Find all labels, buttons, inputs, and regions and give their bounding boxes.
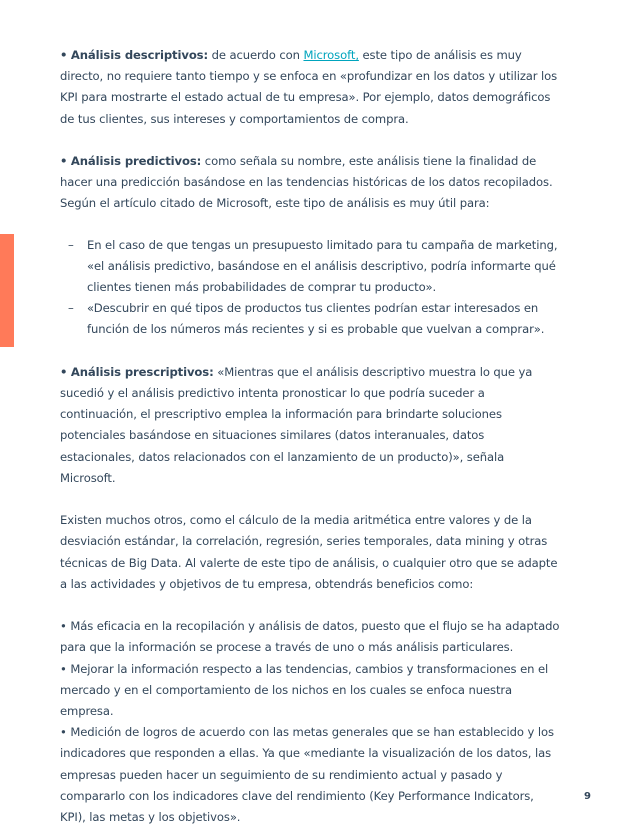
list-item (68, 298, 562, 340)
microsoft-link[interactable]: Microsoft, (303, 48, 359, 62)
paragraph-text: «Mientras que el análisis descriptivo muestra lo que ya sucedió y el análisis predictivo intenta pronosticar lo que podría suceder a continuación, el prescriptivo emplea la información para brindarte soluciones potenciales basándose en situaciones similares (datos interanuales, datos estacionales, datos relacionados con el lanzamiento de un producto)», señala Microsoft. (60, 364, 533, 485)
list-item-text: En el caso de que tengas un presupuesto limitado para tu campaña de marketing, «el análisis predictivo, basándose en el análisis descriptivo, podría informarte qué clientes tienen más probabilidades de comprar tu producto». (87, 237, 558, 295)
document-body (60, 45, 562, 828)
benefit-item: • Más eficacia en la recopilación y análisis de datos, puesto que el flujo se ha adaptado para que la información se procese a través de uno o más análisis particulares. (60, 619, 560, 655)
section-title-descriptive: Análisis descriptivos: (70, 48, 209, 62)
paragraph-text: de acuerdo con (208, 48, 304, 62)
paragraph-text: este tipo de análisis es muy directo, no requiere tanto tiempo y se enfoca en «profundizar en los datos y utilizar los KPI para mostrarte el estado actual de tu empresa». Por ejemplo, datos demográficos de tus clientes, sus intereses y comportamientos de compra. (60, 48, 558, 126)
dash-marker: – (68, 301, 74, 316)
bullet: • (60, 154, 68, 168)
predictive-list (60, 235, 562, 341)
section-title-prescriptive: Análisis prescriptivos: (70, 364, 214, 379)
paragraph-prescriptive (60, 362, 562, 489)
paragraph-descriptive (60, 45, 562, 130)
list-item-text: «Descubrir en qué tipos de productos tus clientes podrían estar interesados en función de los números más recientes y si es probable que vuelvan a comprar». (87, 301, 545, 337)
section-title-predictive: Análisis predictivos: (70, 154, 202, 168)
dash-marker: – (68, 237, 74, 252)
page-number: 9 (584, 791, 591, 802)
paragraph-text: como señala su nombre, este análisis tiene la finalidad de hacer una predicción basándose en las tendencias históricas de los datos recopilados. Según el artículo citado de Microsoft, este tipo de análisis es muy útil para: (60, 154, 553, 211)
paragraph-others: Existen muchos otros, como el cálculo de la media aritmética entre valores y de la desviación estándar, la correlación, regresión, series temporales, data mining y otras técnicas de Big Data. Al valerte de este tipo de análisis, o cualquier otro que se adapte a las actividades y objetivos de tu empresa, obtendrás beneficios como: (60, 513, 558, 591)
bullet: • (60, 48, 68, 62)
benefit-item: • Mejorar la información respecto a las tendencias, cambios y transformaciones en el mercado y en el comportamiento de los nichos en los cuales se enfoca nuestra empresa. (60, 661, 549, 719)
benefit-item: • Medición de logros de acuerdo con las metas generales que se han establecido y los indicadores que responden a ellas. Ya que «mediante la visualización de los datos, las empresas pueden hacer un seguimiento de su rendimiento actual y pasado y compararlo con los indicadores clave del rendimiento (Key Performance Indicators, KPI), las metas y los objetivos». (60, 725, 554, 825)
accent-bar (0, 234, 14, 347)
bullet: • (60, 364, 68, 379)
list-item (68, 235, 562, 299)
paragraph-predictive (60, 151, 562, 215)
